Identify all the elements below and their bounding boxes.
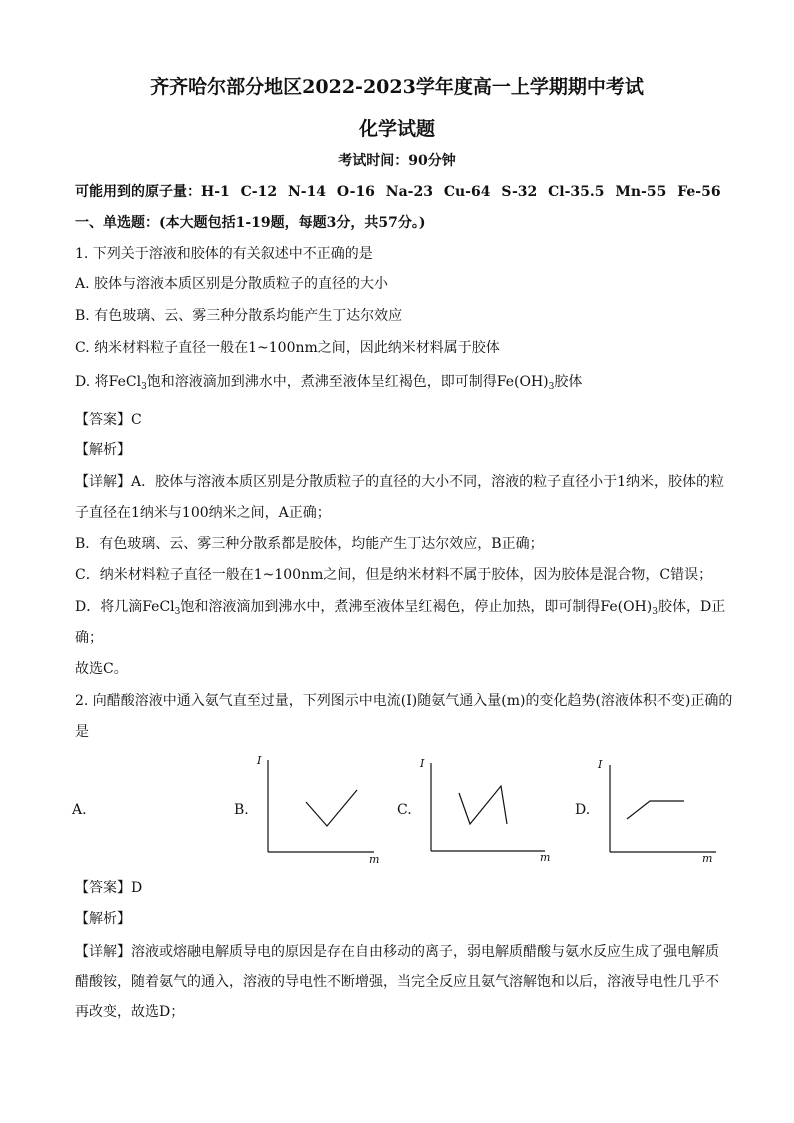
q2-option-a-label: A. xyxy=(72,802,87,818)
q1-detail-line: 子直径在1纳米与100纳米之间，A正确； xyxy=(75,505,331,521)
exam-title: 齐齐哈尔部分地区2022-2023学年度高一上学期期中考试 xyxy=(150,76,644,98)
q2-detail-line: 再改变，故选D； xyxy=(75,1004,185,1020)
q2-stem-cont: 是 xyxy=(75,724,89,740)
q1-option-a: A. 胶体与溶液本质区别是分散质粒子的直径的大小 xyxy=(75,276,389,292)
q2-option-b-label: B. xyxy=(234,802,249,818)
q2-analysis-label: 【解析】 xyxy=(75,911,131,927)
q1-detail-d-pre: D．将几滴FeCl xyxy=(75,599,175,615)
subject-title: 化学试题 xyxy=(358,118,435,140)
q2-detail-line: 醋酸铵，随着氨气的通入，溶液的导电性不断增强，当完全反应且氨气溶解饱和以后，溶液导电性几乎不 xyxy=(75,974,719,990)
q2-option-d-label: D. xyxy=(575,802,591,818)
q2-graph-d xyxy=(598,755,728,867)
x-axis-label: m xyxy=(369,853,380,866)
q1-option-d-pre: D. 将FeCl xyxy=(75,374,142,390)
q2-option-c-label: C. xyxy=(397,802,412,818)
q1-option-d-mid: 饱和溶液滴加到沸水中，煮沸至液体呈红褐色，即可制得Fe xyxy=(146,374,515,390)
q2-detail-line: 【详解】溶液或熔融电解质导电的原因是存在自由移动的离子，弱电解质醋酸与氨水反应生成了强电解质 xyxy=(75,944,719,960)
q2-graph-c xyxy=(420,755,555,865)
q1-option-c: C. 纳米材料粒子直径一般在1~100nm之间，因此纳米材料属于胶体 xyxy=(75,340,500,356)
atomic-masses: 可能用到的原子量：H-1 C-12 N-14 O-16 Na-23 Cu-64 S-32 Cl-35.5 Mn-55 Fe-56 xyxy=(75,184,721,200)
trend-line xyxy=(459,786,507,824)
q2-graph-b xyxy=(256,750,386,865)
q1-option-d xyxy=(75,372,582,392)
x-axis-label: m xyxy=(702,852,713,865)
q1-option-d-sub1: 3 xyxy=(141,382,147,392)
q1-detail-d xyxy=(75,597,725,617)
q1-option-d-post: 胶体 xyxy=(554,374,583,390)
q1-detail-d-sub2: 3 xyxy=(652,607,658,617)
q1-detail-line: B．有色玻璃、云、雾三种分散系都是胶体，均能产生丁达尔效应，B正确； xyxy=(75,536,544,552)
q1-detail-d-cont: 确； xyxy=(75,630,103,646)
section-title: 一、单选题：(本大题包括1-19题，每题3分，共57分。) xyxy=(75,215,426,231)
trend-line xyxy=(627,801,684,819)
q1-stem: 1. 下列关于溶液和胶体的有关叙述中不正确的是 xyxy=(75,246,373,262)
q1-detail-d-sub1: 3 xyxy=(174,607,181,617)
q2-stem: 2. 向醋酸溶液中通入氨气直至过量，下列图示中电流(I)随氨气通入量(m)的变化趋势(溶液体积不变)正确的 xyxy=(75,693,733,709)
q1-option-d-oh: (OH) xyxy=(514,374,549,390)
q1-conclusion: 故选C。 xyxy=(75,661,128,677)
trend-line xyxy=(306,790,357,826)
q1-detail-d-mid: 饱和溶液滴加到沸水中，煮沸至液体呈红褐色，停止加热，即可制得Fe(OH) xyxy=(180,599,653,615)
q1-analysis-label: 【解析】 xyxy=(75,442,131,458)
q1-option-d-sub2: 3 xyxy=(548,382,555,392)
x-axis-label: m xyxy=(540,851,551,864)
q1-detail-line: 【详解】A．胶体与溶液本质区别是分散质粒子的直径的大小不同，溶液的粒子直径小于1纳米，胶体的粒 xyxy=(75,474,725,490)
q1-answer: 【答案】C xyxy=(75,412,142,428)
exam-time: 考试时间：90分钟 xyxy=(338,153,456,169)
y-axis-label: I xyxy=(420,757,425,770)
y-axis-label: I xyxy=(257,754,262,767)
q1-detail-d-post: 胶体，D正 xyxy=(657,599,726,615)
q2-answer: 【答案】D xyxy=(75,880,143,896)
q1-option-b: B. 有色玻璃、云、雾三种分散系均能产生丁达尔效应 xyxy=(75,308,403,324)
q1-detail-line: C．纳米材料粒子直径一般在1~100nm之间，但是纳米材料不属于胶体，因为胶体是混合物，C错误； xyxy=(75,567,713,583)
y-axis-label: I xyxy=(598,758,603,771)
